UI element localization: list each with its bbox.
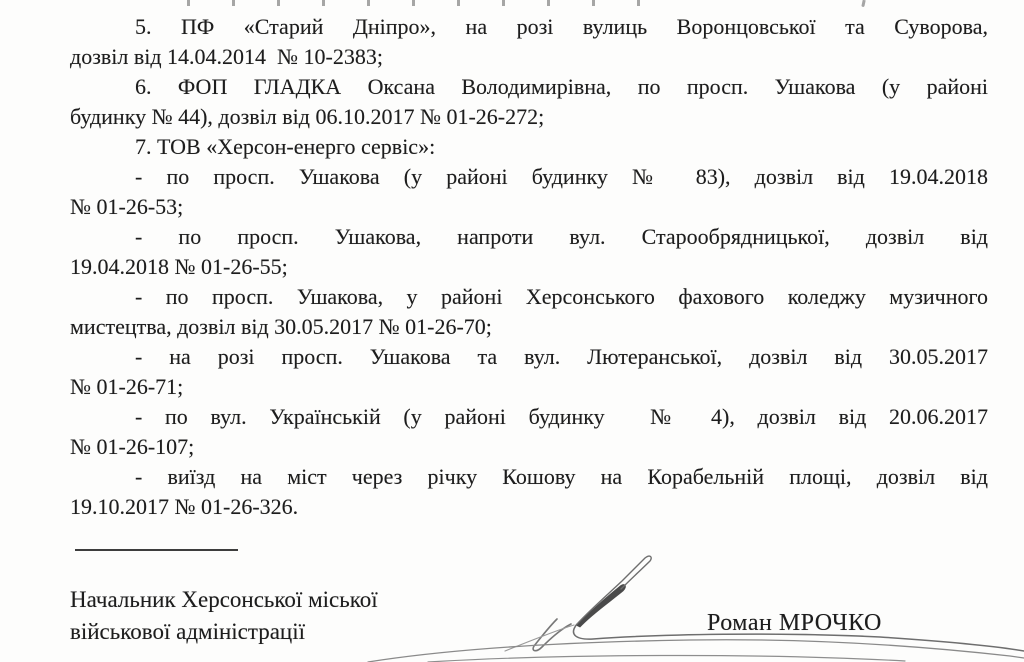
text-line: - по вул. Українській (у районі будинку № 4), дозвіл від 20.06.2017 bbox=[135, 404, 988, 429]
permit-entry bbox=[70, 402, 988, 462]
text-line: - на розі просп. Ушакова та вул. Лютеранської, дозвіл від 30.05.2017 bbox=[135, 344, 988, 369]
list-item-7 bbox=[70, 132, 988, 162]
permit-entry bbox=[70, 462, 988, 522]
text-line: № 01-26-107; bbox=[70, 434, 195, 459]
text-line: - по просп. Ушакова, у районі Херсонського фахового коледжу музичного bbox=[135, 284, 988, 309]
signatory-title-line-2: військової адміністрації bbox=[70, 619, 305, 644]
text-line: - по просп. Ушакова (у районі будинку № 83), дозвіл від 19.04.2018 bbox=[135, 164, 988, 189]
text-line: мистецтва, дозвіл від 30.05.2017 № 01-26-70; bbox=[70, 314, 492, 339]
text-line: - по просп. Ушакова, напроти вул. Старообрядницької, дозвіл від bbox=[135, 224, 988, 249]
signature-divider bbox=[75, 549, 238, 551]
text-line: № 01-26-53; bbox=[70, 194, 184, 219]
permit-entry bbox=[70, 282, 988, 342]
text-line: 19.04.2018 № 01-26-55; bbox=[70, 254, 288, 279]
clipped-previous-line bbox=[187, 0, 647, 6]
document-body bbox=[70, 12, 988, 522]
text-line: 6. ФОП ГЛАДКА Оксана Володимирівна, по просп. Ушакова (у районі bbox=[135, 74, 988, 99]
permit-entry bbox=[70, 222, 988, 282]
list-item-6 bbox=[70, 72, 988, 132]
text-line: 5. ПФ «Старий Дніпро», на розі вулиць Воронцовської та Суворова, bbox=[135, 14, 988, 39]
permit-entry bbox=[70, 162, 988, 222]
text-line: дозвіл від 14.04.2014 № 10-2383; bbox=[70, 44, 383, 69]
permit-entry bbox=[70, 342, 988, 402]
clipped-previous-line-comma bbox=[861, 0, 865, 7]
signatory-title-line-1: Начальник Херсонської міської bbox=[70, 587, 378, 612]
text-line: будинку № 44), дозвіл від 06.10.2017 № 01-26-272; bbox=[70, 104, 545, 129]
signatory-name: Роман МРОЧКО bbox=[707, 610, 882, 636]
text-line: 19.10.2017 № 01-26-326. bbox=[70, 494, 299, 519]
text-line: № 01-26-71; bbox=[70, 374, 184, 399]
list-item-5 bbox=[70, 12, 988, 72]
text-line: 7. ТОВ «Херсон-енерго сервіс»: bbox=[135, 134, 436, 159]
signatory-title bbox=[70, 584, 378, 648]
text-line: - виїзд на міст через річку Кошову на Корабельній площі, дозвіл від bbox=[135, 464, 988, 489]
